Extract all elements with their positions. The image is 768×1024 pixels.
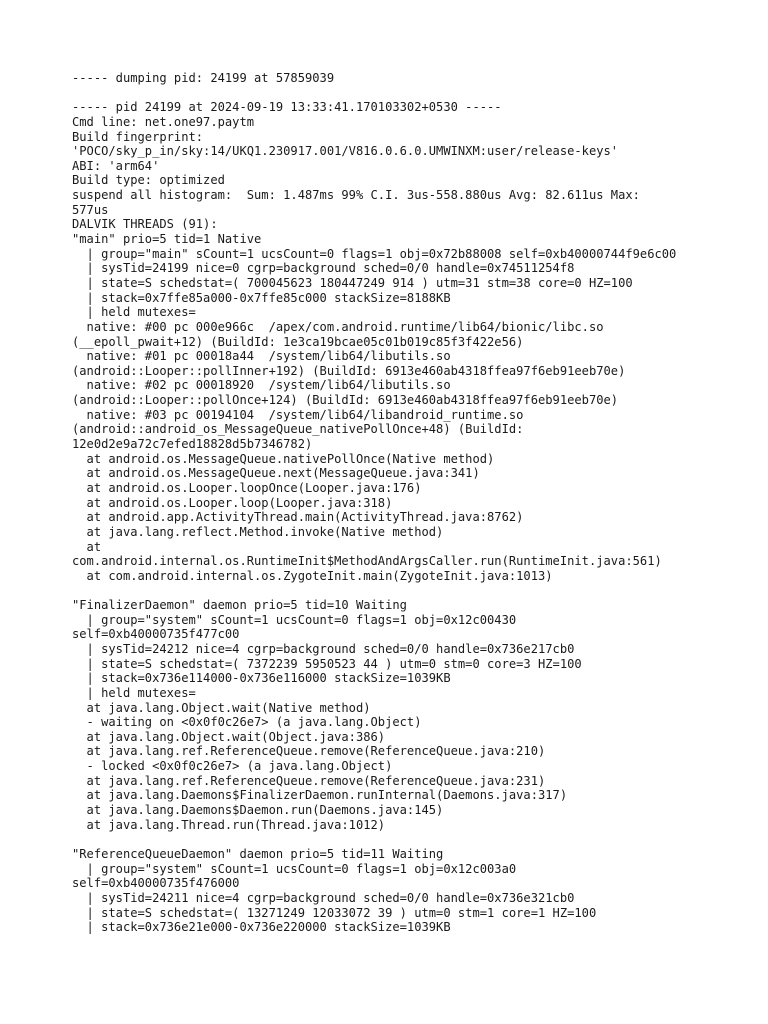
text-line: | group="system" sCount=1 ucsCount=0 flags=1 obj=0x12c00430: [72, 612, 517, 627]
blank-line: [72, 86, 762, 101]
text-line: at android.os.MessageQueue.next(MessageQueue.java:341): [72, 466, 480, 481]
text-line: at android.os.Looper.loop(Looper.java:318): [72, 495, 393, 510]
text-line: ABI: 'arm64': [72, 158, 160, 173]
text-line: at java.lang.Object.wait(Native method): [72, 700, 371, 715]
text-line: at android.os.MessageQueue.nativePollOnce(Native method): [72, 451, 495, 466]
text-line: at java.lang.ref.ReferenceQueue.remove(ReferenceQueue.java:210): [72, 744, 546, 759]
text-line: | group="system" sCount=1 ucsCount=0 flags=1 obj=0x12c003a0: [72, 861, 517, 876]
blank-line: [72, 583, 762, 598]
trace-dump-document: [72, 71, 762, 935]
text-line: 12e0d2e9a72c7efed18828d5b7346782): [72, 437, 313, 452]
text-line: - waiting on <0x0f0c26e7> (a java.lang.Object): [72, 715, 422, 730]
text-line: | sysTid=24211 nice=4 cgrp=background sched=0/0 handle=0x736e321cb0: [72, 890, 575, 905]
text-line: | held mutexes=: [72, 685, 196, 700]
text-line: "FinalizerDaemon" daemon prio=5 tid=10 Waiting: [72, 598, 407, 613]
text-line: | state=S schedstat=( 700045623 180447249 914 ) utm=31 stm=38 core=0 HZ=100: [72, 275, 633, 290]
text-line: "main" prio=5 tid=1 Native: [72, 232, 262, 247]
text-line: (android::Looper::pollOnce+124) (BuildId: 6913e460ab4318ffea97f6eb91eeb70e): [72, 393, 619, 408]
text-line: at java.lang.ref.ReferenceQueue.remove(ReferenceQueue.java:231): [72, 773, 546, 788]
text-line: suspend all histogram: Sum: 1.487ms 99% C.I. 3us-558.880us Avg: 82.611us Max:: [72, 188, 640, 203]
text-line: native: #02 pc 00018920 /system/lib64/libutils.so: [72, 378, 451, 393]
text-line: at android.os.Looper.loopOnce(Looper.java:176): [72, 480, 422, 495]
text-line: at java.lang.Object.wait(Object.java:386): [72, 729, 386, 744]
text-line: at com.android.internal.os.ZygoteInit.main(ZygoteInit.java:1013): [72, 568, 553, 583]
text-line: 577us: [72, 202, 109, 217]
text-line: | held mutexes=: [72, 305, 196, 320]
text-line: Build fingerprint:: [72, 129, 204, 144]
text-line: | stack=0x7ffe85a000-0x7ffe85c000 stackSize=8188KB: [72, 290, 451, 305]
text-line: (android::android_os_MessageQueue_nativePollOnce+48) (BuildId:: [72, 422, 524, 437]
text-line: self=0xb40000735f477c00: [72, 627, 240, 642]
text-line: (__epoll_pwait+12) (BuildId: 1e3ca19bcae05c01b019c85f3f422e56): [72, 334, 524, 349]
text-line: | sysTid=24199 nice=0 cgrp=background sched=0/0 handle=0x74511254f8: [72, 261, 575, 276]
text-line: at java.lang.Thread.run(Thread.java:1012): [72, 817, 386, 832]
text-line: | group="main" sCount=1 ucsCount=0 flags=1 obj=0x72b88008 self=0xb40000744f9e6c00: [72, 246, 677, 261]
text-line: | stack=0x736e114000-0x736e116000 stackSize=1039KB: [72, 671, 451, 686]
text-line: (android::Looper::pollInner+192) (BuildId: 6913e460ab4318ffea97f6eb91eeb70e): [72, 363, 626, 378]
text-line: | state=S schedstat=( 13271249 12033072 39 ) utm=0 stm=1 core=1 HZ=100: [72, 905, 597, 920]
text-line: ----- dumping pid: 24199 at 57859039: [72, 71, 335, 85]
text-line: self=0xb40000735f476000: [72, 876, 240, 891]
text-line: | stack=0x736e21e000-0x736e220000 stackSize=1039KB: [72, 920, 451, 935]
text-line: - locked <0x0f0c26e7> (a java.lang.Object): [72, 759, 393, 774]
text-line: | sysTid=24212 nice=4 cgrp=background sched=0/0 handle=0x736e217cb0: [72, 641, 575, 656]
text-line: at: [72, 539, 102, 554]
text-line: at java.lang.reflect.Method.invoke(Native method): [72, 524, 444, 539]
text-line: native: #00 pc 000e966c /apex/com.android.runtime/lib64/bionic/libc.so: [72, 319, 604, 334]
text-line: "ReferenceQueueDaemon" daemon prio=5 tid=11 Waiting: [72, 846, 444, 861]
text-line: Build type: optimized: [72, 173, 225, 188]
text-line: 'POCO/sky_p_in/sky:14/UKQ1.230917.001/V816.0.6.0.UMWINXM:user/release-keys': [72, 144, 619, 159]
text-line: ----- pid 24199 at 2024-09-19 13:33:41.170103302+0530 -----: [72, 100, 502, 115]
text-line: | state=S schedstat=( 7372239 5950523 44 ) utm=0 stm=0 core=3 HZ=100: [72, 656, 582, 671]
text-line: native: #01 pc 00018a44 /system/lib64/libutils.so: [72, 349, 451, 364]
blank-line: [72, 832, 762, 847]
text-line: com.android.internal.os.RuntimeInit$MethodAndArgsCaller.run(RuntimeInit.java:561): [72, 554, 662, 569]
text-line: DALVIK THREADS (91):: [72, 217, 218, 232]
text-line: at java.lang.Daemons$FinalizerDaemon.runInternal(Daemons.java:317): [72, 788, 568, 803]
text-line: at java.lang.Daemons$Daemon.run(Daemons.java:145): [72, 803, 444, 818]
text-line: Cmd line: net.one97.paytm: [72, 114, 255, 129]
text-line: at android.app.ActivityThread.main(ActivityThread.java:8762): [72, 510, 524, 525]
text-line: native: #03 pc 00194104 /system/lib64/libandroid_runtime.so: [72, 407, 524, 422]
